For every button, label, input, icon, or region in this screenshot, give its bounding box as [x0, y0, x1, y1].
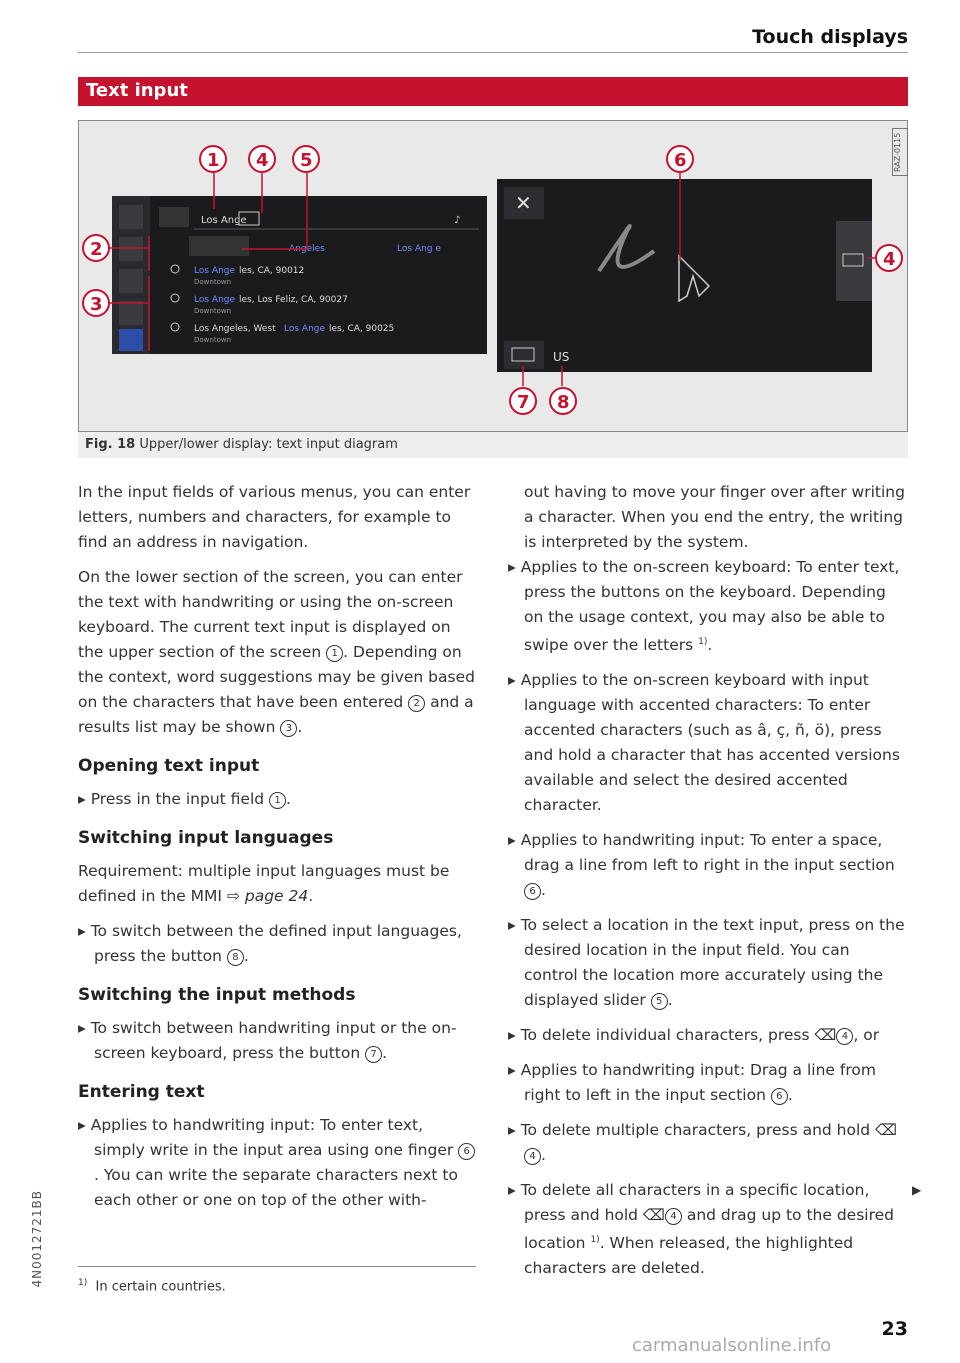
- intro-paragraph: In the input fields of various menus, you can enter letters, numbers and characters, for example to find an address in navigation.: [78, 483, 471, 551]
- continued-text: out having to move your finger over after writing a character. When you end the entry, the writing is interpreted by the system.: [524, 483, 905, 551]
- result-3-mid: Los Ange: [284, 324, 326, 334]
- input-field-text: Los Ange: [201, 215, 247, 226]
- result-2-prefix: Los Ange: [194, 295, 236, 305]
- document-id: 4N0012721BB: [30, 1190, 44, 1288]
- opening-step: ▸ Press in the input field 1 .: [78, 787, 478, 812]
- watermark: carmanualsonline.info: [632, 1335, 832, 1356]
- svg-text:✕: ✕: [515, 191, 532, 215]
- svg-text:4: 4: [256, 150, 269, 171]
- result-2-sub: Downtown: [194, 307, 232, 315]
- music-icon: [119, 269, 143, 293]
- svg-text:5: 5: [300, 150, 313, 171]
- entering-step: ▸ Applies to handwriting input: To enter text, simply write in the input area using one finger 6. You can write the separate characters next to each other or one on top of the other with-: [78, 1113, 478, 1213]
- section-banner: [78, 77, 908, 106]
- text-input-diagram: [79, 121, 907, 431]
- caption-label: Fig. 18: [85, 437, 136, 452]
- switch-language-step: ▸ To switch between the defined input languages, press the button 8 .: [78, 919, 478, 969]
- figure-18: [78, 120, 908, 432]
- heading-entering-text: Entering text: [78, 1082, 205, 1102]
- bullet-delete-multiple: ▸ To delete multiple characters, press and hold ⌫4 .: [508, 1118, 908, 1168]
- result-1-sub: Downtown: [194, 278, 232, 286]
- language-button-label: US: [553, 350, 570, 364]
- svg-text:7: 7: [517, 392, 530, 413]
- result-2-rest: les, Los Feliz, CA, 90027: [239, 295, 348, 305]
- footnote-divider: [78, 1266, 476, 1267]
- nav-icon: [119, 329, 143, 351]
- radio-icon: [119, 237, 143, 261]
- bullet-accented: ▸ Applies to the on-screen keyboard with input language with accented characters: To enter accented characters (such as â, ç, ñ, ö), press and hold a character that has accented versions available and select the desired accented character.: [508, 668, 908, 818]
- phone-icon: [119, 301, 143, 325]
- delete-icon: ⌫: [814, 1026, 837, 1045]
- delete-button-bg: [836, 221, 872, 301]
- delete-icon: ⌫: [875, 1121, 897, 1140]
- handwriting-panel: [497, 179, 872, 372]
- mic-icon: ♪: [454, 215, 461, 226]
- lower-section-paragraph: On the lower section of the screen, you can enter the text with handwriting or using the on-screen keyboard. The current text input is displayed on the upper section of the screen 1 . Depending on the context, word suggestions may be given based on the characters that have been entered 2 and a results list may be shown 3 .: [78, 568, 475, 736]
- section-title: Touch displays: [752, 26, 908, 48]
- svg-text:4: 4: [883, 249, 896, 270]
- banner-title: Text input: [86, 80, 188, 101]
- page-link[interactable]: ⇨ page 24: [226, 887, 309, 905]
- page-header: [78, 22, 908, 53]
- home-icon: [119, 205, 143, 229]
- delete-icon: ⌫: [642, 1206, 665, 1225]
- page-number: 23: [881, 1318, 908, 1340]
- bullet-select-location: ▸ To select a location in the text input, press on the desired location in the input field. You can control the location more accurately using the displayed slider 5 .: [508, 913, 908, 1013]
- svg-text:8: 8: [557, 392, 570, 413]
- bullet-handwriting-delete: ▸ Applies to handwriting input: Drag a line from right to left in the input section 6 .: [508, 1058, 908, 1108]
- bullet-delete-all: ▸ To delete all characters in a specific location, press and hold ⌫ 4 and drag up to the desired location $^{1)}$. When released, the highlighted characters are deleted.: [508, 1178, 908, 1281]
- result-3-rest: les, CA, 90025: [329, 324, 395, 334]
- caption-text: Upper/lower display: text input diagram: [139, 437, 398, 452]
- requirement-text: Requirement: multiple input languages must be defined in the MMI ⇨ page 24.: [78, 862, 450, 905]
- switch-method-step: ▸ To switch between handwriting input or the on-screen keyboard, press the button 7 .: [78, 1016, 478, 1066]
- figure-caption: [78, 432, 908, 458]
- svg-text:6: 6: [674, 150, 687, 171]
- suggestion-2: Los Ang e: [397, 244, 441, 254]
- result-1-rest: les, CA, 90012: [239, 266, 305, 276]
- right-column: [508, 480, 908, 1291]
- result-3-sub: Downtown: [194, 336, 232, 344]
- left-column: [78, 480, 478, 1223]
- heading-switch-methods: Switching the input methods: [78, 985, 356, 1005]
- suggestion-1: Angeles: [289, 244, 325, 254]
- figure-code: RAZ-0115: [892, 128, 908, 176]
- svg-text:2: 2: [90, 239, 103, 260]
- keyboard-icon: [504, 341, 544, 369]
- result-1-prefix: Los Ange: [194, 266, 236, 276]
- heading-opening: Opening text input: [78, 756, 260, 776]
- continue-arrow-icon: ▶: [912, 1183, 922, 1197]
- result-3-prefix: Los Angeles, West: [194, 324, 276, 334]
- footnote: $^{1)}$ In certain countries.: [78, 1278, 226, 1295]
- bullet-delete-single: ▸ To delete individual characters, press ⌫ 4 , or: [508, 1023, 908, 1048]
- bullet-keyboard: ▸ Applies to the on-screen keyboard: To enter text, press the buttons on the keyboard. Depending on the usage context, you may also be able to swipe over the letters $^{1)}$.: [508, 555, 908, 658]
- heading-switch-languages: Switching input languages: [78, 828, 334, 848]
- bullet-space: ▸ Applies to handwriting input: To enter a space, drag a line from left to right in the input section 6 .: [508, 828, 908, 903]
- svg-text:1: 1: [207, 150, 220, 171]
- svg-text:3: 3: [90, 294, 103, 315]
- back-icon: [159, 207, 189, 227]
